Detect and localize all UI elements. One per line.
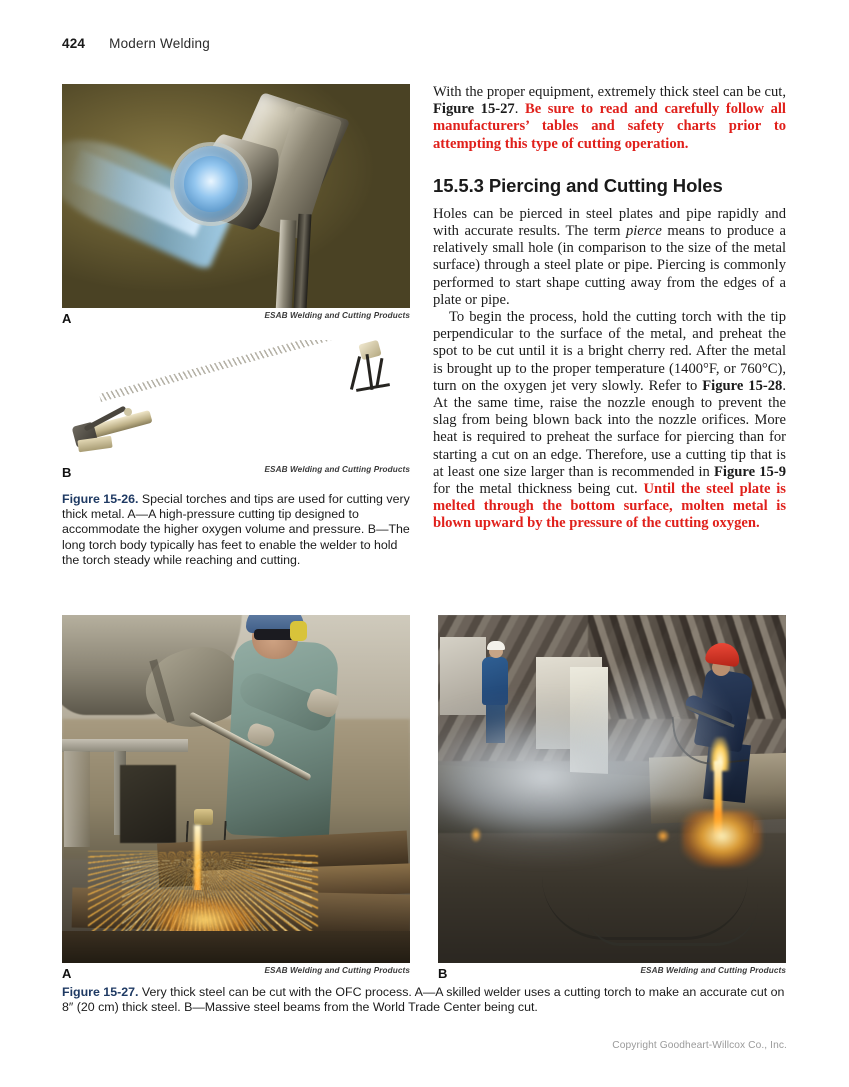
photo-long-cutting-torch [62,340,410,462]
figure-15-26-label: Figure 15-26. [62,492,139,506]
para-1-text-2: . [514,101,525,118]
paragraph-piercing-definition [433,206,786,309]
ember-center [656,829,670,843]
observer-hard-hat-shape [487,641,505,650]
running-head [62,36,210,51]
torch-wire-foot-2 [366,354,374,390]
molten-pool-glow [682,811,762,867]
figure-15-27-caption-text: Very thick steel can be cut with the OFC process. A—A skilled welder uses a cutting torch to make an accurate cut on 8″ (20 cm) thick steel. B—Massive steel beams from the World Trade Center being cut. [62,985,785,1015]
figure-reference-15-9: Figure 15-9 [714,463,786,480]
figure-reference-15-28: Figure 15-28 [702,377,783,394]
para-3-text-1: To begin the process, hold the cutting torch with the tip perpendicular to the surface of the metal, and preheat the spot to be cut until it is a bright cherry red. After the metal is brought up to the proper temperature (1400°F, or 760°C), turn on the oxygen jet very slowly. Refer to [433,309,786,394]
bottom-photo-credit-b: ESAB Welding and Cutting Products [640,966,786,975]
paragraph-piercing-procedure [433,309,786,533]
book-title: Modern Welding [109,36,210,51]
figure-reference-15-27: Figure 15-27 [433,101,515,118]
safety-note-2: Until the steel plate is melted through the bottom surface, molten metal is blown upward by the pressure of the cutting oxygen. [433,481,786,532]
figure-15-27-panel-b [438,615,786,981]
left-column [62,84,410,568]
steel-beam-4 [62,931,410,963]
para-3-text-3: for the metal thickness being cut. [433,481,644,498]
panel-letter-a: A [62,311,72,326]
section-heading-15-5-3: 15.5.3 Piercing and Cutting Holes [433,174,723,196]
torch-wire-foot-3 [356,383,390,392]
figure-15-27-label: Figure 15-27. [62,985,139,999]
torch-barrel-shape [99,340,364,402]
bottom-panel-letter-a: A [62,966,72,981]
figure-15-26-panel-a [62,84,410,326]
para-2-text-2: means to produce a relatively small hole (in comparison to the size of the metal surface) through a steel plate or pipe. Piercing is commonly performed to start shape cutting away from the edges of a plate or pipe. [433,223,786,308]
photo-credit-b: ESAB Welding and Cutting Products [264,465,410,474]
torch-lever-knob-shape [124,408,132,416]
figure-15-27-photo-pair [62,615,786,981]
paragraph-thick-steel [433,84,786,153]
figure-15-27-panel-a-meta [62,966,410,981]
para-3-text-2: . At the same time, raise the nozzle enough to prevent the slag from being blown back into the nozzle orifices. More heat is required to preheat the surface for piercing than for starting a cut on an edge. Therefore, use a cutting tip that is at least one size larger than is recommended in [433,377,786,480]
figure-15-27-caption [62,985,786,1015]
right-column [433,84,786,533]
photo-wtc-beams-being-cut [438,615,786,963]
bottom-panel-letter-b: B [438,966,448,981]
term-pierce: pierce [625,223,662,240]
ear-muff-icon [290,621,307,641]
photo-cutting-tip-with-flame [62,84,410,308]
torch-tip-head-shape [358,340,381,360]
ember-left [470,827,482,843]
left-post-shape [64,751,90,847]
figure-15-26-panel-a-meta [62,311,410,326]
page-number: 424 [62,36,86,51]
safety-note-1: Be sure to read and carefully follow all manufacturers’ tables and safety charts prior to attempting this type of cutting operation. [433,101,786,152]
torch-wire-foot-1 [350,356,361,390]
para-2-text-1: Holes can be pierced in steel plates and pipe rapidly and with accurate results. The term [433,205,786,240]
figure-15-27-panel-a [62,615,410,981]
torch-wire-foot-4 [376,358,384,386]
panel-letter-b: B [62,465,72,480]
figure-15-27-panel-b-meta [438,966,786,981]
tip-orifice-ring [174,146,248,222]
ground-cable-2 [588,903,758,946]
para-1-text-1: With the proper equipment, extremely thick steel can be cut, [433,84,786,100]
figure-15-26-caption-text: Special torches and tips are used for cutting very thick metal. A—A high-pressure cutting tip designed to accommodate the higher oxygen volume and pressure. B—The long torch body typically has feet to enable the welder to hold the torch steady while reaching and cutting. [62,492,410,567]
figure-15-26-caption [62,492,410,568]
figure-15-26-panel-b [62,340,410,480]
bottom-photo-credit-a: ESAB Welding and Cutting Products [264,966,410,975]
smoke-plume-secondary [568,655,738,805]
photo-welder-cutting-thick-steel [62,615,410,963]
torch-barrel-texture [99,340,364,402]
copyright-notice: Copyright Goodheart-Willcox Co., Inc. [612,1040,787,1051]
photo-credit-a: ESAB Welding and Cutting Products [264,311,410,320]
figure-15-27-block [62,615,786,1015]
dark-equipment-shape [120,765,176,843]
figure-15-26-panel-b-meta [62,465,410,480]
